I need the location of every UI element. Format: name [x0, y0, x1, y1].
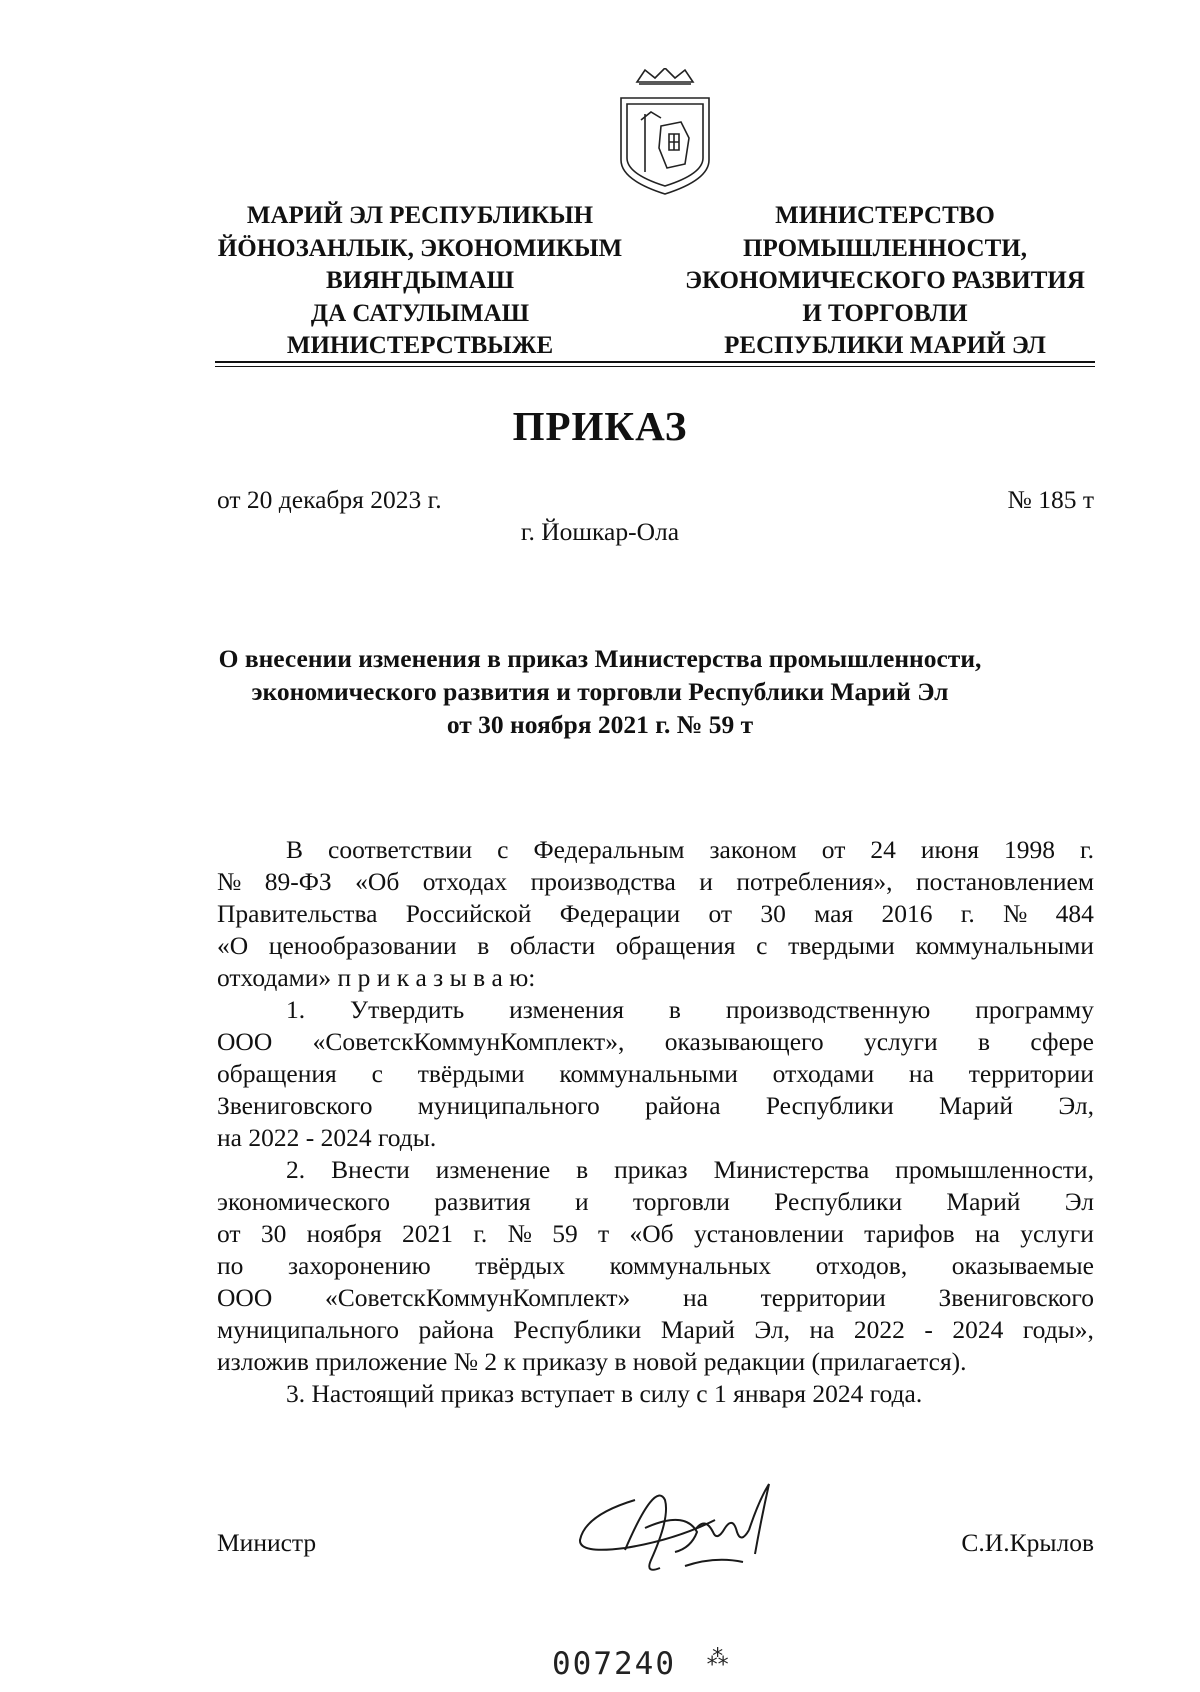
body-word: района	[418, 1315, 494, 1344]
body-line	[286, 834, 1094, 866]
header-right-block	[670, 200, 1100, 363]
body-word: производства	[530, 867, 676, 896]
body-line	[217, 1314, 1094, 1346]
signatory-position: Министр	[217, 1528, 317, 1557]
body-word: с	[497, 835, 509, 864]
body-word: территории	[760, 1283, 886, 1312]
body-word: Российской	[405, 899, 532, 928]
body-word: законом	[709, 835, 797, 864]
body-word: 1998	[1003, 835, 1055, 864]
body-line	[286, 1154, 1094, 1186]
body-word: 2022	[853, 1315, 905, 1344]
body-word: Федерации	[559, 899, 681, 928]
body-line: на 2022 - 2024 годы.	[217, 1123, 437, 1152]
body-word: твёрдыми	[417, 1059, 525, 1088]
body-word: т	[598, 1219, 610, 1248]
body-word: 2.	[286, 1155, 306, 1184]
body-line	[217, 1090, 1094, 1122]
body-word: коммунальными	[559, 1059, 738, 1088]
body-word: торговли	[632, 1187, 730, 1216]
body-word: программу	[975, 995, 1094, 1024]
body-line	[217, 930, 1094, 962]
body-word: оказываемые	[951, 1251, 1094, 1280]
body-word: Республики	[513, 1315, 642, 1344]
body-word: развития	[434, 1187, 531, 1216]
body-word: захоронению	[287, 1251, 431, 1280]
header-left-line: ДА САТУЛЫМАШ	[310, 299, 530, 327]
document-number: № 185 т	[1007, 485, 1094, 514]
body-word: Республики	[765, 1091, 894, 1120]
body-line: изложив приложение № 2 к приказу в новой редакции (прилагается).	[217, 1347, 967, 1376]
body-line	[286, 994, 1094, 1026]
body-word: Эл,	[1058, 1091, 1094, 1120]
body-word: В	[286, 835, 304, 864]
body-word: 24	[870, 835, 896, 864]
body-line: 3. Настоящий приказ вступает в силу с 1 января 2024 года.	[286, 1379, 923, 1408]
body-word: 2016	[881, 899, 933, 928]
body-word: обращения	[615, 931, 736, 960]
body-word: постановлением	[915, 867, 1094, 896]
body-word: 89-ФЗ	[264, 867, 332, 896]
body-word: и	[574, 1187, 589, 1216]
body-word: установлении	[693, 1219, 844, 1248]
body-word: по	[217, 1251, 244, 1280]
body-word: на	[809, 1315, 835, 1344]
body-word: сфере	[1030, 1027, 1094, 1056]
stamp-number: 007240	[552, 1646, 676, 1682]
body-word: Утвердить	[350, 995, 465, 1024]
signatory-name: С.И.Крылов	[961, 1528, 1094, 1557]
body-word: 30	[260, 1219, 287, 1248]
body-word: коммунальными	[915, 931, 1094, 960]
body-word: Правительства	[217, 899, 378, 928]
body-word: территории	[968, 1059, 1094, 1088]
document-date: от 20 декабря 2023 г.	[217, 485, 442, 514]
body-line	[217, 1026, 1094, 1058]
body-word: №	[507, 1219, 532, 1248]
body-word: «О	[217, 931, 249, 960]
body-word: коммунальных	[609, 1251, 772, 1280]
body-word: в	[978, 1027, 991, 1056]
body-word: «Об	[629, 1219, 674, 1248]
body-word: июня	[920, 835, 979, 864]
body-word: ООО	[217, 1027, 273, 1056]
body-word: услуги	[1020, 1219, 1094, 1248]
body-word: Республики	[774, 1187, 903, 1216]
body-word: обращения	[217, 1059, 337, 1088]
body-word: 1.	[286, 995, 306, 1024]
header-rule-thin	[215, 366, 1095, 367]
body-word: 30	[760, 899, 786, 928]
body-word: промышленности,	[895, 1155, 1094, 1184]
body-word: Эл,	[754, 1315, 790, 1344]
body-word: Звениговского	[938, 1283, 1094, 1312]
header-right-line: МИНИСТЕРСТВО	[775, 202, 995, 229]
body-word: на	[974, 1219, 1000, 1248]
body-line: отходами» п р и к а з ы в а ю:	[217, 963, 536, 992]
header-right-line: ПРОМЫШЛЕННОСТИ,	[743, 234, 1027, 262]
body-word: Марий	[939, 1091, 1014, 1120]
body-word: Эл	[1064, 1187, 1094, 1216]
body-word: 2024	[952, 1315, 1004, 1344]
header-left-line: ВИЯҤДЫМАШ	[325, 267, 515, 294]
header-left-line: МИНИСТЕРСТВЫЖЕ	[286, 332, 554, 359]
body-word: изменения	[509, 995, 624, 1024]
body-word: отходами	[772, 1059, 875, 1088]
body-word: мая	[814, 899, 854, 928]
body-word: Марий	[660, 1315, 735, 1344]
header-left-line: ЙӦНОЗАНЛЫК, ЭКОНОМИКЫМ	[217, 234, 623, 262]
coat-of-arms-emblem	[615, 68, 715, 196]
body-line	[217, 866, 1094, 898]
body-word: ноября	[306, 1219, 382, 1248]
body-word: Министерства	[713, 1155, 870, 1184]
body-word: экономического	[217, 1187, 390, 1216]
body-word: на	[682, 1283, 708, 1312]
body-word: 484	[1055, 899, 1094, 928]
header-right-line: РЕСПУБЛИКИ МАРИЙ ЭЛ	[724, 332, 1046, 359]
body-word: твёрдых	[475, 1251, 566, 1280]
registration-number-stamp	[552, 1646, 731, 1682]
body-word: Звениговского	[217, 1091, 373, 1120]
header-right-line: И ТОРГОВЛИ	[802, 299, 968, 327]
body-word: производственную	[725, 995, 931, 1024]
header-left-line: МАРИЙ ЭЛ РЕСПУБЛИКЫН	[246, 202, 594, 229]
body-word: ООО	[217, 1283, 273, 1312]
document-subject	[150, 642, 1050, 741]
header-right-line: ЭКОНОМИЧЕСКОГО РАЗВИТИЯ	[685, 267, 1085, 294]
body-word: услуги	[863, 1027, 938, 1056]
body-word: изменение	[435, 1155, 551, 1184]
body-word: №	[1003, 899, 1028, 928]
body-word: годы»,	[1022, 1315, 1094, 1344]
body-word: приказ	[614, 1155, 688, 1184]
body-word: г.	[473, 1219, 488, 1248]
body-word: г.	[960, 899, 975, 928]
body-word: района	[645, 1091, 721, 1120]
body-word: отходов,	[815, 1251, 908, 1280]
body-word: 2021	[402, 1219, 454, 1248]
subject-line: О внесении изменения в приказ Министерства промышленности,	[218, 644, 982, 673]
body-line	[217, 898, 1094, 930]
body-word: оказывающего	[664, 1027, 824, 1056]
body-word: муниципального	[417, 1091, 600, 1120]
header-rule-thick	[215, 361, 1095, 363]
body-word: потребления»,	[736, 867, 893, 896]
handwritten-signature	[565, 1470, 805, 1580]
body-word: муниципального	[217, 1315, 399, 1344]
body-word: «Об	[355, 867, 400, 896]
body-line	[217, 1218, 1094, 1250]
body-word: отходах	[422, 867, 508, 896]
body-word: «СоветскКоммунКомплект»	[324, 1283, 631, 1312]
stamp-mark-icon: ⁂	[706, 1646, 731, 1671]
body-line	[217, 1186, 1094, 1218]
body-word: в	[668, 995, 681, 1024]
body-word: и	[699, 867, 713, 896]
document-city: г. Йошкар-Ола	[520, 517, 680, 546]
subject-line: экономического развития и торговли Республики Марий Эл	[251, 677, 949, 706]
body-line	[217, 1282, 1094, 1314]
subject-line: от 30 ноября 2021 г. № 59 т	[446, 710, 754, 739]
body-word: соответствии	[328, 835, 473, 864]
body-line	[217, 1250, 1094, 1282]
body-word: области	[509, 931, 596, 960]
body-word: на	[908, 1059, 934, 1088]
body-word: в	[477, 931, 490, 960]
body-word: ценообразовании	[268, 931, 457, 960]
body-word: 59	[552, 1219, 578, 1248]
body-word: с	[371, 1059, 383, 1088]
body-line	[217, 1058, 1094, 1090]
body-word: №	[217, 867, 242, 896]
body-word: твердыми	[788, 931, 895, 960]
body-word: с	[756, 931, 768, 960]
body-word: -	[924, 1315, 933, 1344]
header-left-block	[200, 200, 640, 363]
body-word: Федеральным	[533, 835, 685, 864]
body-word: Марий	[946, 1187, 1021, 1216]
document-title: ПРИКАЗ	[512, 403, 688, 449]
body-word: г.	[1080, 835, 1094, 864]
body-word: от	[217, 1219, 241, 1248]
body-word: от	[708, 899, 733, 928]
body-word: Внести	[331, 1155, 410, 1184]
body-word: «СоветскКоммунКомплект»,	[312, 1027, 625, 1056]
body-word: в	[576, 1155, 589, 1184]
body-word: тарифов	[864, 1219, 955, 1248]
body-word: от	[821, 835, 846, 864]
